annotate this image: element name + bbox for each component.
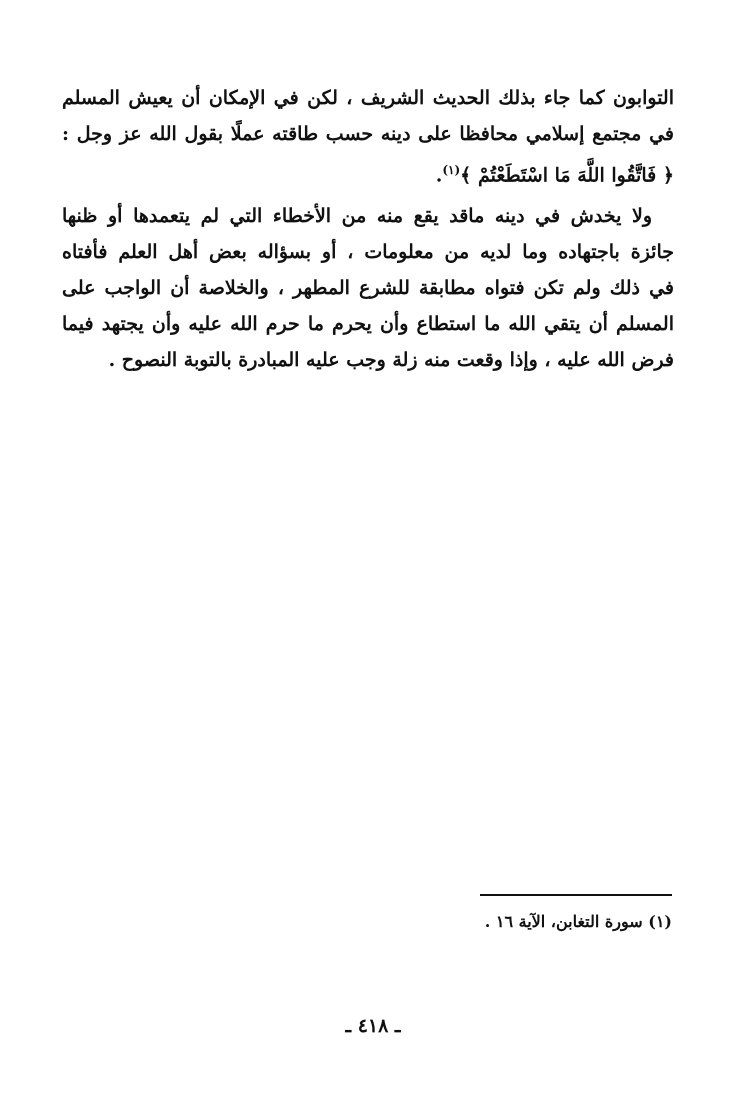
footnote-divider (480, 894, 672, 896)
paragraph-1-line-2: في مجتمع إسلامي محافظا على دينه حسب طاقته عملًا بقول الله عز وجل : (62, 123, 674, 145)
paragraph-2 (62, 198, 674, 378)
footnote: (١) سورة التغابن، الآية ١٦ . (484, 912, 672, 931)
paragraph-2-line-2: جائزة باجتهاده وما لديه من معلومات ، أو بسؤاله بعض أهل العلم فأفتاه (62, 241, 674, 263)
paragraph-1-line-1: التوابون كما جاء بذلك الحديث الشريف ، لكن في الإمكان أن يعيش المسلم (62, 87, 674, 109)
quran-verse-line (62, 152, 674, 188)
quran-verse-text: فَاتَّقُوا اللَّهَ مَا اسْتَطَعْتُمْ (477, 164, 657, 187)
paragraph-2-line-5: فرض الله عليه ، وإذا وقعت منه زلة وجب عليه المبادرة بالتوبة النصوح . (108, 349, 674, 371)
paragraph-2-line-1: ولا يخدش في دينه ماقد يقع منه من الأخطاء التي لم يتعمدها أو ظنها (62, 205, 652, 227)
footnote-reference: (١) (442, 163, 461, 177)
verse-close-bracket: ﴾ (460, 164, 472, 187)
paragraph-2-line-3: في ذلك ولم تكن فتواه مطابقة للشرع المطهر ، والخلاصة أن الواجب على (62, 277, 674, 299)
verse-open-bracket: ﴿ (662, 164, 674, 187)
verse-end-mark: . (435, 164, 443, 187)
paragraph-1 (62, 80, 674, 188)
paragraph-2-line-4: المسلم أن يتقي الله ما استطاع وأن يحرم ما حرم الله عليه وأن يجتهد فيما (62, 313, 674, 335)
page-number: ـ ٤١٨ ـ (345, 1015, 401, 1037)
